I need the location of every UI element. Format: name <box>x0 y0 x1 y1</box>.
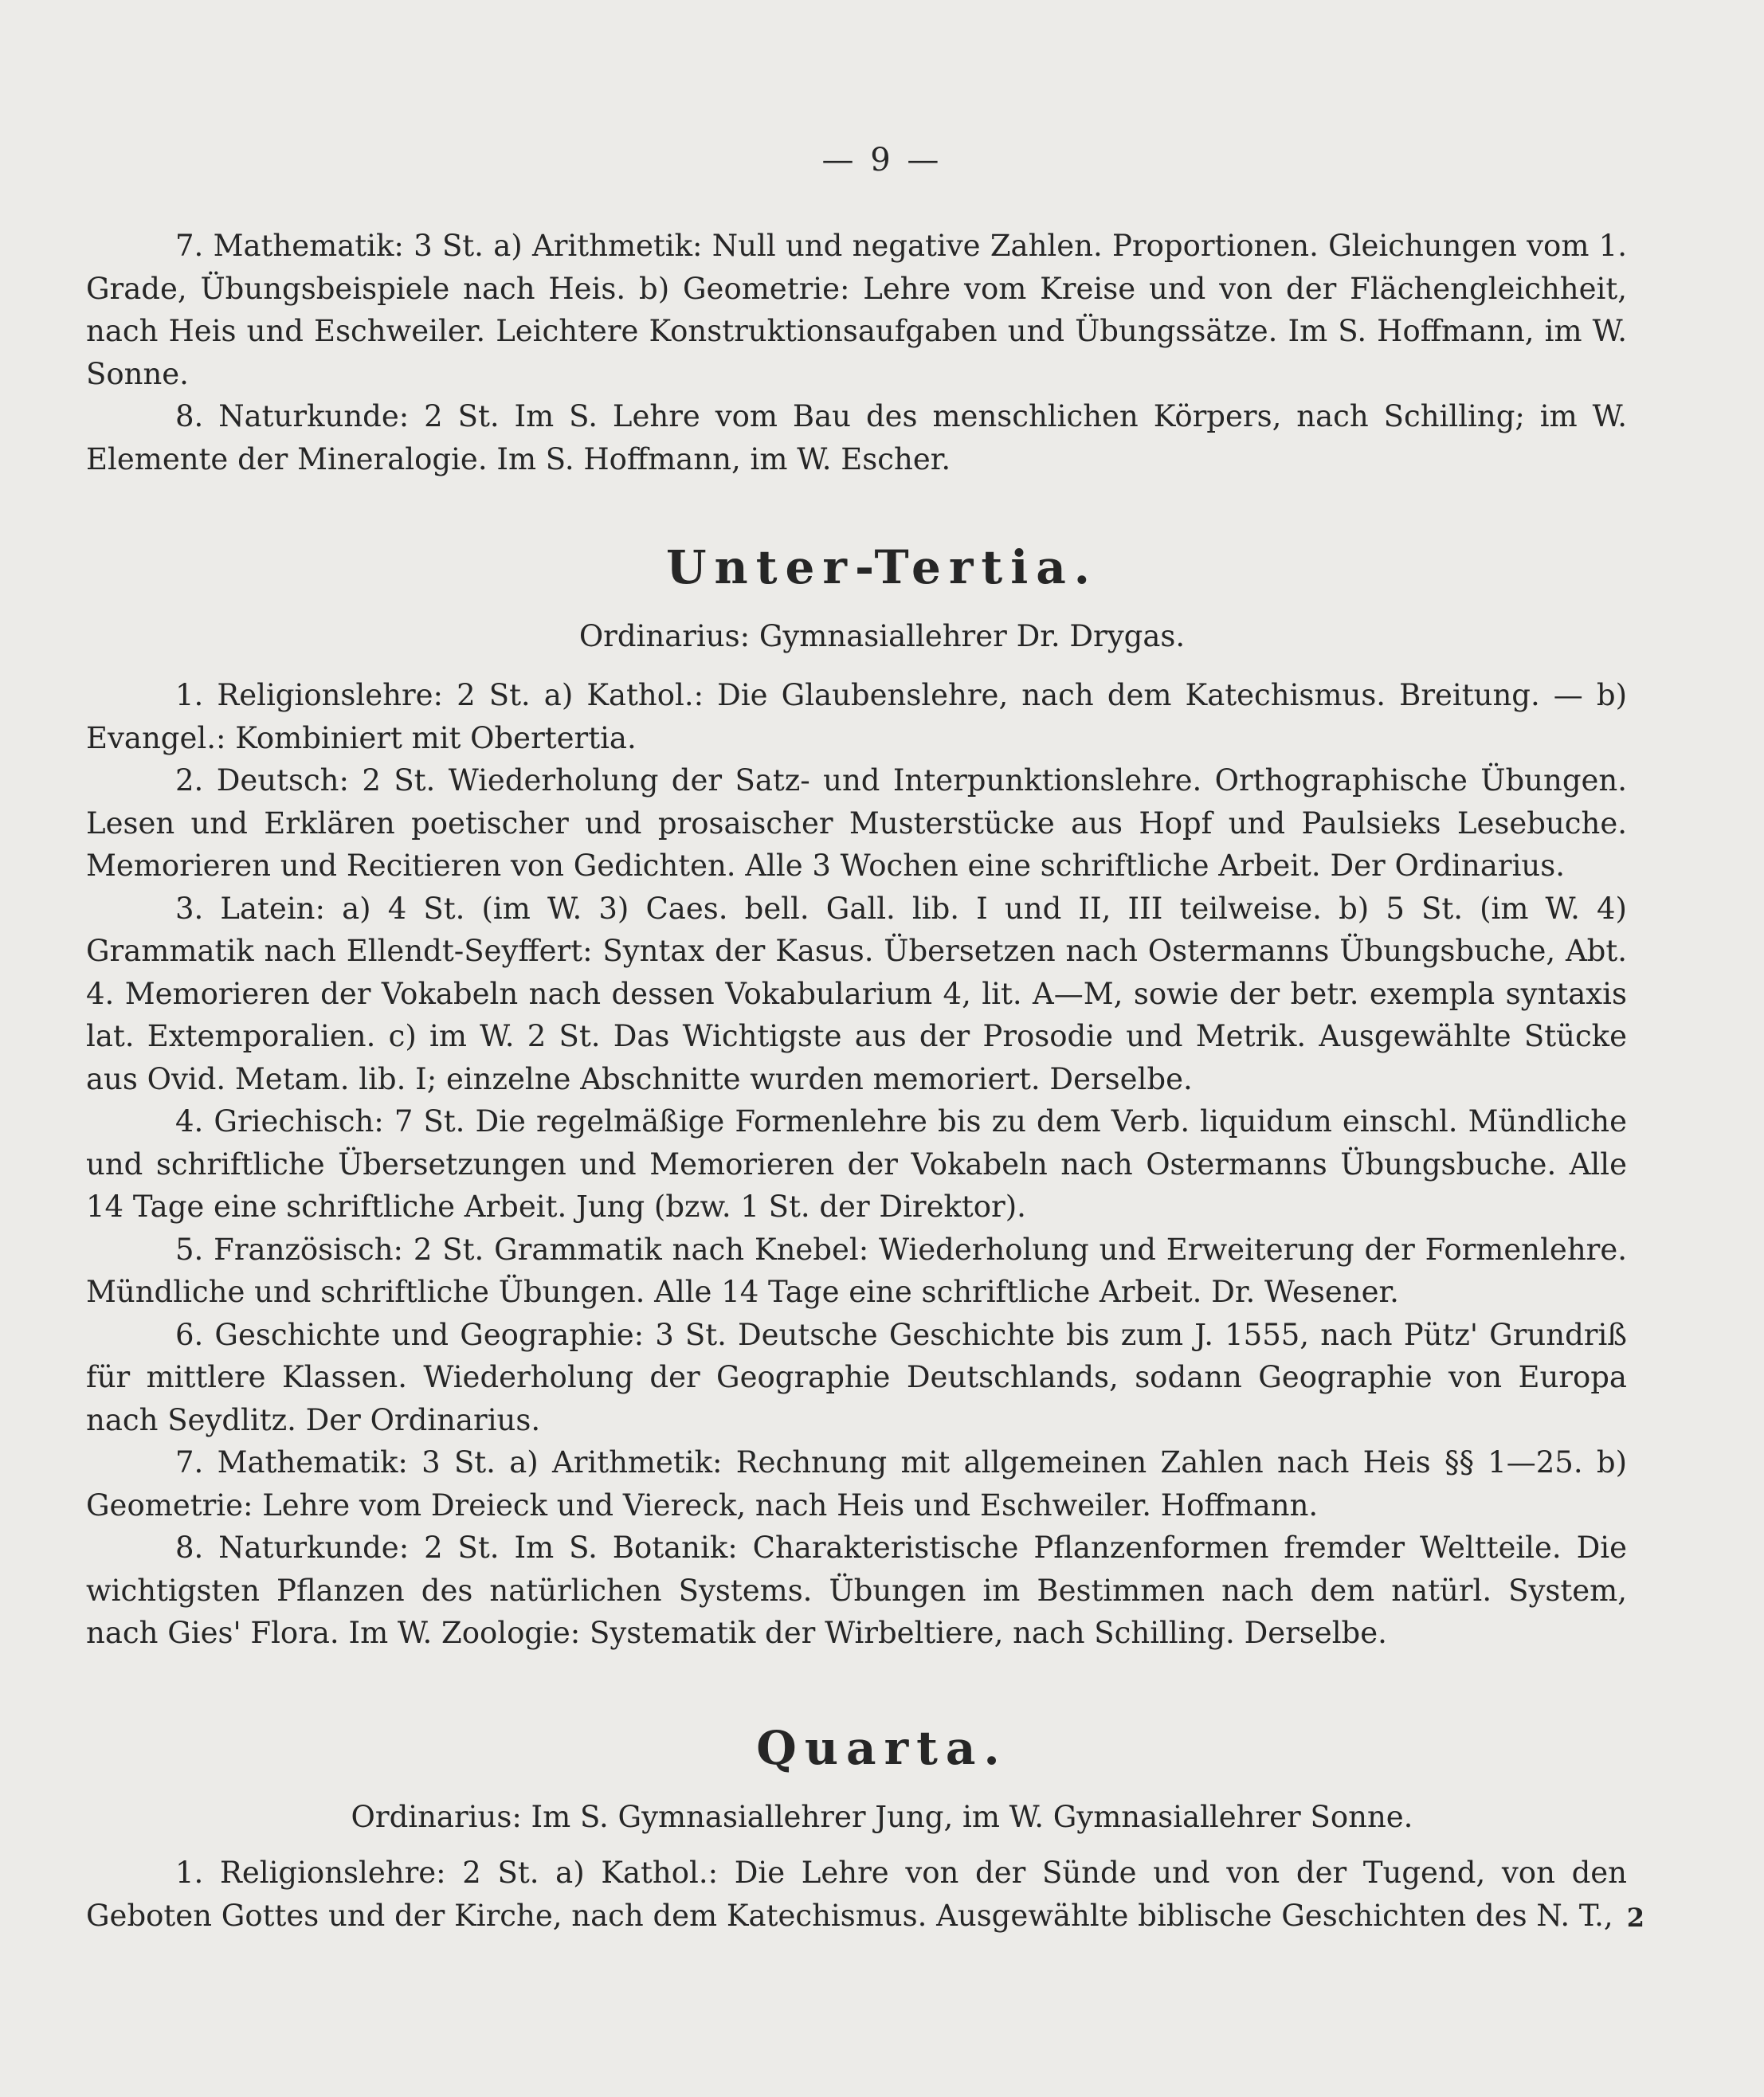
untertertia-subjects <box>86 674 1627 1655</box>
section-heading-quarta: Quarta. <box>756 1721 1008 1775</box>
paragraph-mathematik: 7. Mathematik: 3 St. a) Arithmetik: Null und negative Zahlen. Proportionen. Gleichungen vom 1. Grade, Übungsbeispiele nach Heis. b) Geometrie: Lehre vom Kreise und von der Flächengleichheit, nach Heis und Eschweiler. Leichtere Konstruktionsaufgaben und Übungssätze. Im S. Hoffmann, im W. Sonne. <box>86 229 1627 391</box>
section-heading-untertertia: Unter-Tertia. <box>665 540 1099 594</box>
subject-religionslehre: 1. Religionslehre: 2 St. a) Kathol.: Die Glaubenslehre, nach dem Katechismus. Breitung. — b) Evangel.: Kombiniert mit Obertertia. <box>86 678 1627 755</box>
subject-franzoesisch: 5. Französisch: 2 St. Grammatik nach Knebel: Wiederholung und Erweiterung der Formenlehre. Mündliche und schriftliche Übungen. Alle 14 Tage eine schriftliche Arbeit. Dr. Wesener. <box>86 1232 1627 1309</box>
signature-mark: 2 <box>1626 1903 1644 1933</box>
ordinarius-quarta: Ordinarius: Im S. Gymnasiallehrer Jung, im W. Gymnasiallehrer Sonne. <box>351 1800 1413 1834</box>
paragraph-naturkunde: 8. Naturkunde: 2 St. Im S. Lehre vom Bau des menschlichen Körpers, nach Schilling; im W. Elemente der Mineralogie. Im S. Hoffmann, im W. Escher. <box>86 399 1627 476</box>
subject-deutsch: 2. Deutsch: 2 St. Wiederholung der Satz- und Interpunktionslehre. Orthographische Übungen. Lesen und Erklären poetischer und prosaischer Musterstücke aus Hopf und Paulsieks Lesebuche. Memorieren und Recitieren von Gedichten. Alle 3 Wochen eine schriftliche Arbeit. Der Ordinarius. <box>86 763 1627 883</box>
quarta-subjects <box>86 1852 1627 1937</box>
subject-griechisch: 4. Griechisch: 7 St. Die regelmäßige Formenlehre bis zu dem Verb. liquidum einschl. Mündliche und schriftliche Übersetzungen und Memorieren der Vokabeln nach Ostermanns Übungsbuche. Alle 14 Tage eine schriftliche Arbeit. Jung (bzw. 1 St. der Direktor). <box>86 1104 1627 1224</box>
obertertia-section-tail <box>86 225 1627 480</box>
ordinarius-untertertia: Ordinarius: Gymnasiallehrer Dr. Drygas. <box>578 619 1186 653</box>
page-number: — 9 — <box>821 142 943 178</box>
subject-naturkunde: 8. Naturkunde: 2 St. Im S. Botanik: Charakteristische Pflanzenformen fremder Weltteile. Die wichtigsten Pflanzen des natürlichen Systems. Übungen im Bestimmen nach dem natürl. System, nach Gies' Flora. Im W. Zoologie: Systematik der Wirbeltiere, nach Schilling. Derselbe. <box>86 1531 1627 1650</box>
subject-mathematik: 7. Mathematik: 3 St. a) Arithmetik: Rechnung mit allgemeinen Zahlen nach Heis §§ 1—25. b) Geometrie: Lehre vom Dreieck und Viereck, nach Heis und Eschweiler. Hoffmann. <box>86 1445 1627 1523</box>
subject-geschichte-geographie: 6. Geschichte und Geographie: 3 St. Deutsche Geschichte bis zum J. 1555, nach Pütz' Grundriß für mittlere Klassen. Wiederholung der Geographie Deutschlands, sodann Geographie von Europa nach Seydlitz. Der Ordinarius. <box>86 1317 1627 1437</box>
subject-religionslehre-quarta: 1. Religionslehre: 2 St. a) Kathol.: Die Lehre von der Sünde und von der Tugend, von den Geboten Gottes und der Kirche, nach dem Katechismus. Ausgewählte biblische Geschichten des N. T., <box>86 1856 1627 1933</box>
subject-latein: 3. Latein: a) 4 St. (im W. 3) Caes. bell. Gall. lib. I und II, III teilweise. b) 5 St. (im W. 4) Grammatik nach Ellendt-Seyffert: Syntax der Kasus. Übersetzen nach Ostermanns Übungsbuche, Abt. 4. Memorieren der Vokabeln nach dessen Vokabularium 4, lit. A—M, sowie der betr. exempla syntaxis lat. Extemporalien. c) im W. 2 St. Das Wichtigste aus der Prosodie und Metrik. Ausgewählte Stücke aus Ovid. Metam. lib. I; einzelne Abschnitte wurden memoriert. Derselbe. <box>86 891 1627 1096</box>
